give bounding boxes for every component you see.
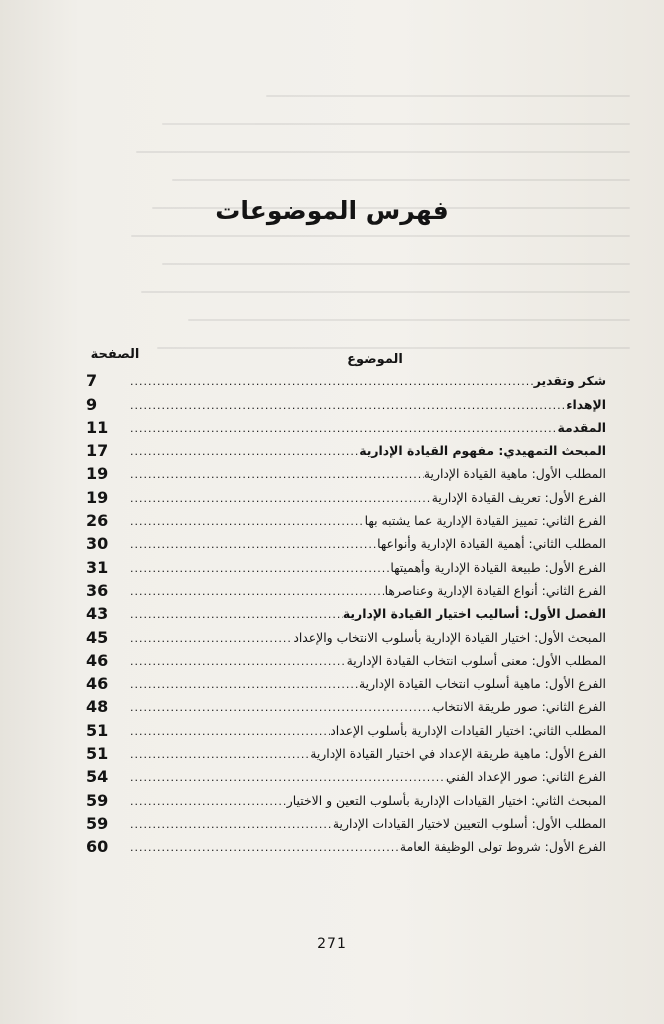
toc-entry-page: 31 — [86, 557, 109, 577]
toc-entry-label: الفرع الأول: تعريف القيادة الإدارية — [431, 489, 606, 505]
toc-entry-label: الفرع الأول: طبيعة القيادة الإدارية وأهميتها — [390, 559, 606, 575]
toc-leader-dots — [130, 376, 534, 391]
toc-entry — [86, 391, 606, 414]
column-header-page: الصفحة — [90, 347, 140, 362]
toc-leader-dots — [130, 446, 359, 461]
toc-entry — [86, 694, 606, 717]
toc-leader-dots — [130, 609, 343, 624]
toc-entry — [86, 741, 606, 764]
table-of-contents — [86, 368, 606, 857]
toc-entry-page: 48 — [86, 697, 109, 717]
toc-entry-page: 59 — [86, 790, 109, 810]
toc-leader-dots — [130, 400, 566, 415]
toc-leader-dots — [130, 772, 446, 787]
toc-entry-page: 54 — [86, 767, 109, 787]
toc-entry — [86, 717, 606, 740]
toc-entry-page: 51 — [86, 720, 109, 740]
toc-entry-page: 46 — [86, 674, 109, 694]
toc-entry — [86, 601, 606, 624]
page-title: فهرس الموضوعات — [215, 196, 449, 225]
toc-entry-page: 45 — [86, 627, 109, 647]
toc-entry — [86, 834, 606, 857]
toc-entry-label: المبحث الأول: اختيار القيادة الإدارية بأسلوب الانتخاب والإعداد — [293, 629, 606, 645]
toc-entry-page: 19 — [86, 487, 109, 507]
toc-entry — [86, 811, 606, 834]
toc-entry — [86, 578, 606, 601]
toc-entry-label: المطلب الأول: ماهية القيادة الإدارية — [423, 466, 606, 482]
toc-entry — [86, 671, 606, 694]
toc-entry — [86, 531, 606, 554]
toc-entry — [86, 415, 606, 438]
toc-entry-page: 36 — [86, 580, 109, 600]
toc-entry — [86, 508, 606, 531]
toc-leader-dots — [130, 819, 333, 834]
toc-entry — [86, 461, 606, 484]
toc-leader-dots — [130, 796, 287, 811]
toc-leader-dots — [130, 539, 377, 554]
toc-entry-page: 59 — [86, 813, 109, 833]
column-header-topic: الموضوع — [347, 352, 403, 367]
toc-entry-label: المطلب الثاني: أهمية القيادة الإدارية وأنواعها — [377, 536, 606, 552]
toc-entry — [86, 624, 606, 647]
toc-entry-label: الفصل الأول: أساليب اختيار القيادة الإدارية — [342, 606, 606, 622]
toc-leader-dots — [130, 749, 310, 764]
toc-leader-dots — [130, 679, 359, 694]
toc-entry-page: 30 — [86, 534, 109, 554]
toc-entry-label: المطلب الأول: معنى أسلوب انتخاب القيادة الإدارية — [346, 652, 606, 668]
toc-entry-label: الفرع الأول: شروط تولى الوظيفة العامة — [399, 839, 606, 855]
toc-entry-label: الإهداء — [566, 396, 606, 412]
toc-entry-page: 43 — [86, 604, 109, 624]
toc-entry-page: 11 — [86, 417, 109, 437]
toc-leader-dots — [130, 702, 433, 717]
toc-entry-page: 7 — [86, 371, 98, 391]
toc-leader-dots — [130, 656, 347, 671]
toc-entry-page: 51 — [86, 744, 109, 764]
toc-leader-dots — [130, 586, 385, 601]
toc-entry-label: المبحث الثاني: اختيار القيادات الإدارية بأسلوب التعين و الاختيار — [286, 792, 606, 808]
toc-leader-dots — [130, 516, 365, 531]
toc-entry — [86, 438, 606, 461]
toc-leader-dots — [130, 423, 558, 438]
toc-entry-label: المبحث التمهيدي: مفهوم القيادة الإدارية — [359, 443, 606, 459]
toc-entry — [86, 368, 606, 391]
toc-leader-dots — [130, 726, 330, 741]
toc-leader-dots — [130, 842, 400, 857]
toc-entry-label: الفرع الثاني: تمييز القيادة الإدارية عما يشتبه بها — [364, 513, 606, 529]
toc-entry-page: 19 — [86, 464, 109, 484]
toc-entry-label: الفرع الأول: ماهية أسلوب انتخاب القيادة الإدارية — [359, 676, 606, 692]
bleed-through-text — [110, 95, 630, 375]
toc-entry-page: 17 — [86, 441, 109, 461]
toc-entry-page: 46 — [86, 650, 109, 670]
page-number: 271 — [317, 936, 347, 952]
toc-entry-label: المطلب الثاني: اختيار القيادات الإدارية بأسلوب الإعداد — [330, 722, 606, 738]
toc-entry-page: 60 — [86, 837, 109, 857]
toc-entry — [86, 484, 606, 507]
toc-leader-dots — [130, 633, 293, 648]
toc-entry-page: 26 — [86, 511, 109, 531]
toc-entry-label: شكر وتقدير — [533, 373, 606, 389]
toc-entry-label: الفرع الأول: ماهية طريقة الإعداد في اختيار القيادة الإدارية — [310, 746, 606, 762]
toc-entry-label: المقدمة — [557, 419, 606, 435]
toc-entry — [86, 764, 606, 787]
toc-entry-label: الفرع الثاني: أنواع القيادة الإدارية وعناصرها — [384, 582, 606, 598]
toc-entry-label: المطلب الأول: أسلوب التعيين لاختيار القيادات الإدارية — [332, 815, 606, 831]
toc-leader-dots — [130, 563, 390, 578]
toc-entry-page: 9 — [86, 394, 98, 414]
toc-entry — [86, 787, 606, 810]
toc-entry-label: الفرع الثاني: صور الإعداد الفني — [446, 769, 606, 785]
toc-leader-dots — [130, 469, 424, 484]
toc-entry-label: الفرع الثاني: صور طريقة الانتخاب — [432, 699, 606, 715]
toc-leader-dots — [130, 493, 432, 508]
toc-entry — [86, 648, 606, 671]
toc-entry — [86, 554, 606, 577]
